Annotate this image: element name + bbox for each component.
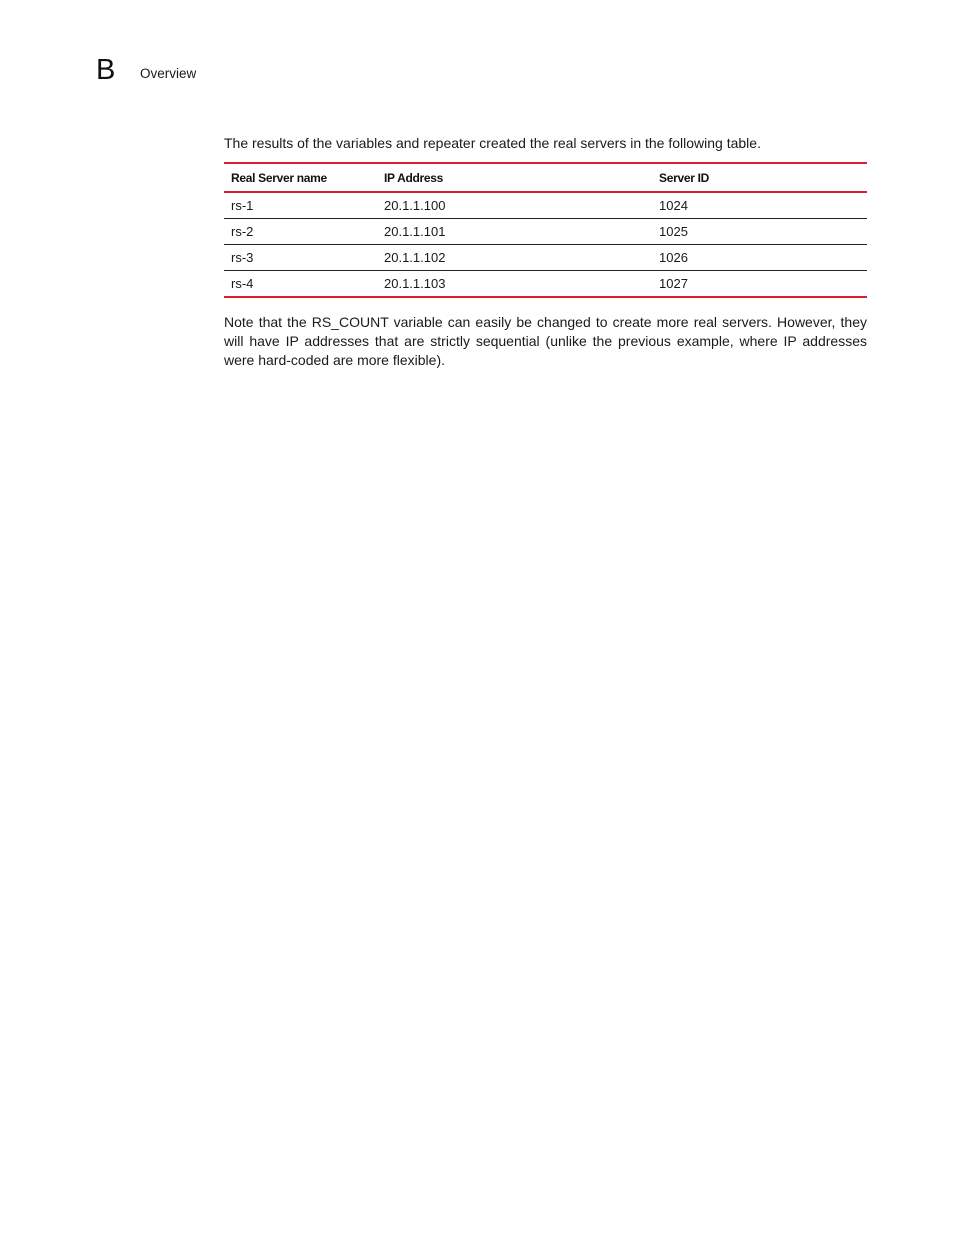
cell-server-name: rs-2 xyxy=(231,224,254,239)
cell-server-name: rs-1 xyxy=(231,198,254,213)
cell-server-id: 1025 xyxy=(659,224,688,239)
cell-ip-address: 20.1.1.103 xyxy=(384,276,446,291)
intro-paragraph: The results of the variables and repeater created the real servers in the following table. xyxy=(224,135,761,151)
cell-server-name: rs-4 xyxy=(231,276,254,291)
real-servers-table xyxy=(224,162,867,298)
table-row xyxy=(224,192,867,219)
table-row xyxy=(224,271,867,298)
note-paragraph: Note that the RS_COUNT variable can easily be changed to create more real servers. However, they will have IP addresses that are strictly sequential (unlike the previous example, where IP addresses were hard-coded are more flexible). xyxy=(224,314,867,368)
column-header-server-id: Server ID xyxy=(659,170,709,185)
cell-ip-address: 20.1.1.100 xyxy=(384,198,446,213)
cell-server-id: 1024 xyxy=(659,198,688,213)
column-header-real-server-name: Real Server name xyxy=(231,170,327,185)
cell-ip-address: 20.1.1.101 xyxy=(384,224,446,239)
cell-server-id: 1027 xyxy=(659,276,688,291)
chapter-letter: B xyxy=(96,54,116,86)
section-title: Overview xyxy=(140,66,197,81)
table-header-row xyxy=(224,163,867,192)
cell-server-id: 1026 xyxy=(659,250,688,265)
table-row xyxy=(224,245,867,271)
cell-server-name: rs-3 xyxy=(231,250,254,265)
real-servers-table-container xyxy=(224,162,867,298)
cell-ip-address: 20.1.1.102 xyxy=(384,250,446,265)
column-header-ip-address: IP Address xyxy=(384,170,444,185)
table-row xyxy=(224,219,867,245)
